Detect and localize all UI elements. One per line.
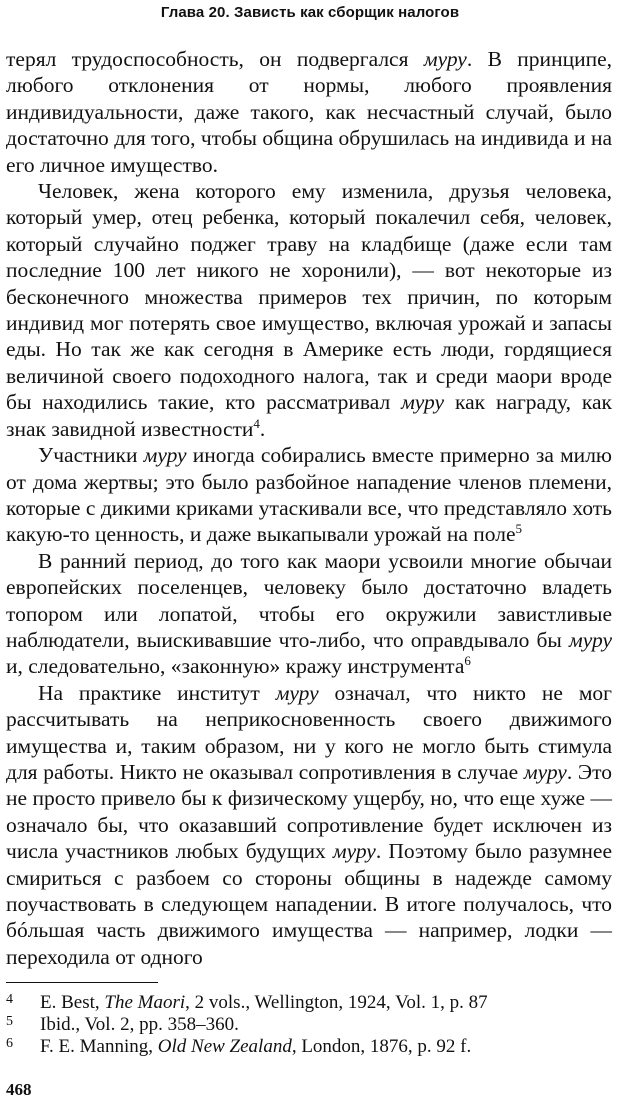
footnote-ref: 5 <box>515 521 523 537</box>
text-run: как награду, как знак завидной известности <box>6 390 612 441</box>
text-run: . Это не просто привело бы к физическому ущербу, но, что еще хуже — означало бы, что оказавший сопротивление будет исключен из числа участников любых будущих <box>6 759 612 864</box>
running-header: Глава 20. Зависть как сборщик налогов <box>160 4 460 21</box>
footnote-text <box>40 1036 471 1058</box>
italic-term: муру <box>275 680 319 705</box>
italic-term: муру <box>569 627 612 652</box>
text-run: . В принципе, любого отклонения от нормы, любого проявления индивидуальности, даже такого, как несчастный случай, было достаточно для того, чтобы община обрушилась на индивида и на его личное имущество. <box>6 47 613 177</box>
italic-term: муру <box>143 443 187 468</box>
text-run: , 2 vols., Wellington, 1924, Vol. 1, p. 87 <box>185 992 488 1013</box>
footnote-number: 5 <box>6 1014 13 1029</box>
text-run: терял трудоспособность, он подвергался <box>6 47 424 71</box>
paragraph <box>6 442 612 548</box>
text-run: E. Best, <box>40 992 105 1013</box>
text-run: На практике институт <box>38 680 276 705</box>
main-text <box>6 46 612 970</box>
text-run: Человек, жена которого ему изменила, друзья человека, который умер, отец ребенка, который покалечил себя, человек, который случайно поджег траву на кладбище (даже если там последние 100 лет никого не хоронили), — вот некоторые из бесконечного множества примеров тех причин, по которым индивид мог потерять свое имущество, включая урожай и запасы еды. Но так же как сегодня в Америке есть люди, гордящиеся величиной своего подоходного налога, так и среди маори вроде бы находились такие, кто рассматривал <box>6 179 612 415</box>
paragraph <box>6 46 612 178</box>
footnote-ref: 4 <box>253 415 260 431</box>
footnote-separator <box>6 982 158 983</box>
text-run: Ibid., Vol. 2, pp. 358–360. <box>40 1014 239 1035</box>
paragraph <box>6 178 612 442</box>
footnote-ref: 6 <box>464 653 471 669</box>
footnote <box>6 1014 612 1036</box>
text-run: В ранний период, до того как маори усвоили многие обычаи европейских поселенцев, человеку было достаточно владеть топором или лопатой, чтобы его окружили завистливые наблюдатели, выискивавшие что-либо, что оправдывало бы <box>6 548 612 652</box>
italic-term: The Maori <box>104 992 186 1013</box>
italic-term: муру <box>401 390 445 415</box>
text-run: иногда собирались вместе примерно за милю от дома жертвы; это было разбойное нападение членов племени, которые с дикими криками утаскивали все, что представляло хоть какую-то ценность, и даже выкапывали урожай на поле <box>6 443 612 547</box>
footnote-text <box>40 992 488 1014</box>
italic-term: Old New Zealand <box>157 1036 292 1057</box>
italic-term: муру <box>523 759 567 784</box>
text-run: F. E. Manning, <box>40 1036 158 1057</box>
paragraph <box>6 548 612 680</box>
italic-term: муру <box>332 839 376 864</box>
paragraph <box>6 680 612 970</box>
text-run: означал, что никто не мог рассчитывать на неприкосновенность своего движимого имущества и, таким образом, ни у кого не могло быть стимула для работы. Никто не оказывал сопротивления в случае <box>6 680 612 784</box>
footnote-number: 6 <box>6 1036 13 1051</box>
text-run: Участники <box>38 443 144 468</box>
footnote <box>6 992 612 1014</box>
footnotes <box>6 992 612 1058</box>
footnote <box>6 1036 612 1058</box>
footnote-number: 4 <box>6 992 13 1007</box>
footnote-text <box>40 1014 239 1036</box>
text-run: , London, 1876, p. 92 f. <box>291 1036 472 1057</box>
text-run: и, следовательно, «законную» кражу инструмента <box>6 654 465 679</box>
page-number: 468 <box>6 1080 32 1099</box>
text-run: . Поэтому было разумнее смириться с разбоем со стороны общины в надежде самому поучаствовать в следующем нападении. В итоге получалось, что бóльшая часть движимого имущества — например, лодки — переходила от одного <box>6 839 612 969</box>
text-run: . <box>259 416 266 441</box>
italic-term: муру <box>423 47 467 71</box>
